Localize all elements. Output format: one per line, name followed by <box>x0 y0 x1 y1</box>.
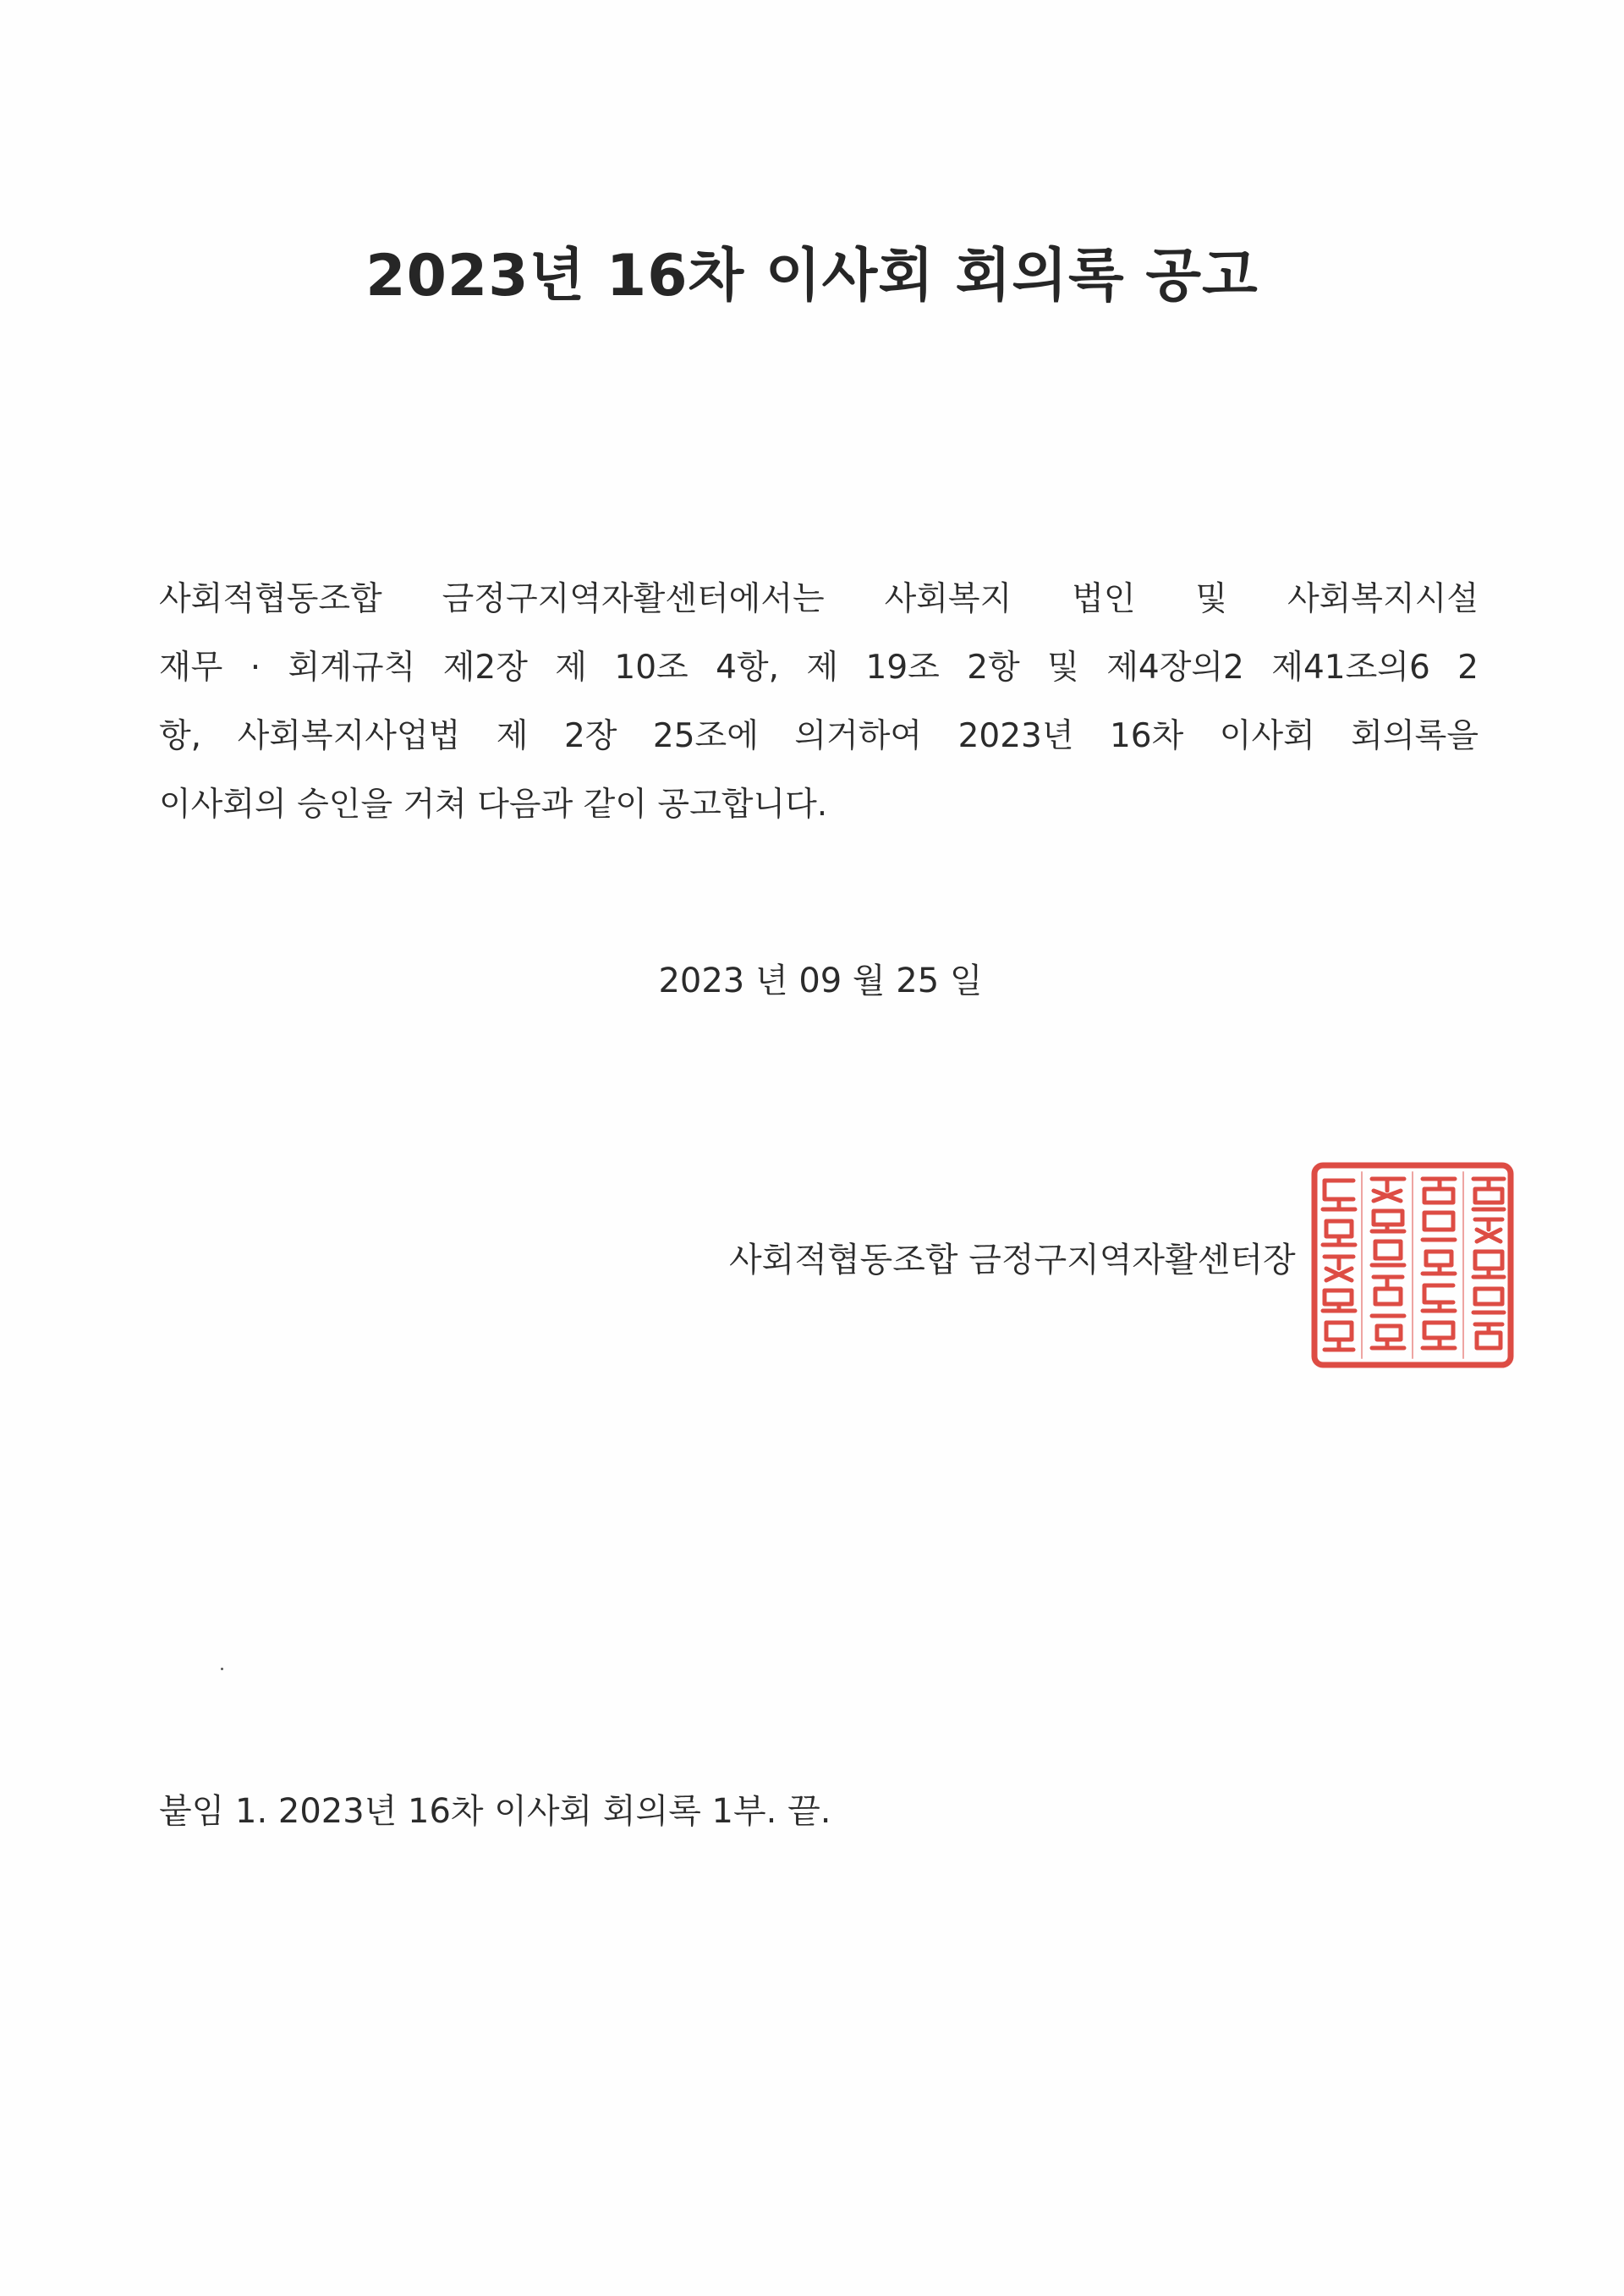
signer-name: 사회적협동조합 금정구지역자활센터장 <box>729 1241 1296 1280</box>
document-title: 2023년 16차 이사회 회의록 공고 <box>365 243 1259 310</box>
official-seal-icon <box>1309 1160 1516 1370</box>
notice-date: 2023 년 09 월 25 일 <box>658 962 983 1000</box>
body-line: 사회적협동조합 금정구지역자활센터에서는 사회복지 법인 및 사회복지시설 <box>159 580 1479 618</box>
body-line: 재무 · 회계규칙 제2장 제 10조 4항, 제 19조 2항 및 제4장의2 제41조의6 2 <box>159 649 1479 687</box>
body-paragraph <box>159 565 1479 839</box>
scan-speck <box>221 1668 223 1670</box>
attachment-note: 붙임 1. 2023년 16차 이사회 회의록 1부. 끝. <box>159 1792 831 1831</box>
body-line: 항, 사회복지사업법 제 2장 25조에 의거하여 2023년 16차 이사회 회의록을 <box>159 717 1479 755</box>
body-line: 이사회의 승인을 거쳐 다음과 같이 공고합니다. <box>159 786 828 824</box>
